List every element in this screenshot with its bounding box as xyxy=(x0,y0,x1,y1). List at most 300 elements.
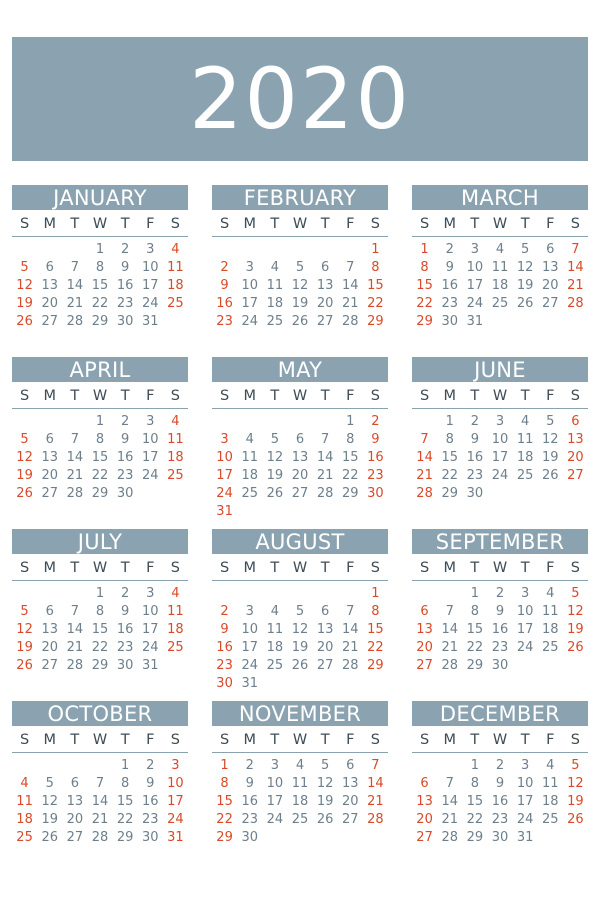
day-cell: 17 xyxy=(466,278,484,293)
day-cell: 20 xyxy=(316,640,334,655)
weekday-label: W xyxy=(492,388,508,404)
day-cell: 10 xyxy=(142,432,159,447)
day-cell: 28 xyxy=(66,314,84,329)
day-cell: 14 xyxy=(91,794,109,809)
day-cell: 7 xyxy=(70,604,79,619)
day-cell: 5 xyxy=(20,260,29,275)
day-cell: 12 xyxy=(516,260,534,275)
day-cell: 30 xyxy=(491,658,509,673)
empty-cell xyxy=(37,413,62,431)
day-grid xyxy=(412,585,588,675)
day-cell: 15 xyxy=(466,794,484,809)
day-cell: 19 xyxy=(567,794,584,809)
weekday-label: S xyxy=(570,216,581,232)
month-august xyxy=(212,529,388,691)
day-cell: 29 xyxy=(91,486,109,501)
day-cell: 16 xyxy=(367,450,384,465)
day-cell: 10 xyxy=(216,450,233,465)
day-grid xyxy=(412,413,588,503)
day-cell: 25 xyxy=(266,314,284,329)
day-cell: 16 xyxy=(142,794,159,809)
day-cell: 2 xyxy=(371,414,380,429)
day-cell: 6 xyxy=(45,604,54,619)
day-cell: 28 xyxy=(342,314,359,329)
day-grid xyxy=(212,757,388,847)
day-cell: 5 xyxy=(295,604,305,619)
weekday-label: W xyxy=(492,216,508,232)
day-cell: 4 xyxy=(245,432,254,447)
day-cell: 7 xyxy=(346,260,355,275)
empty-cell xyxy=(287,413,312,431)
day-cell: 28 xyxy=(367,812,384,827)
day-cell: 16 xyxy=(241,794,258,809)
weekday-label: T xyxy=(320,388,330,404)
day-cell: 17 xyxy=(516,794,534,809)
weekday-label: S xyxy=(19,560,30,576)
empty-cell xyxy=(338,241,363,259)
day-cell: 18 xyxy=(266,296,284,311)
day-cell: 22 xyxy=(116,812,134,827)
day-cell: 18 xyxy=(167,622,184,637)
day-cell: 8 xyxy=(371,260,380,275)
day-cell: 11 xyxy=(241,450,258,465)
day-cell: 9 xyxy=(470,432,479,447)
day-cell: 5 xyxy=(20,432,29,447)
empty-cell xyxy=(62,757,87,775)
day-cell: 21 xyxy=(316,468,334,483)
month-october xyxy=(12,701,188,849)
empty-cell xyxy=(62,413,87,431)
day-cell: 28 xyxy=(66,658,84,673)
day-cell: 12 xyxy=(16,450,33,465)
day-cell: 4 xyxy=(520,414,530,429)
day-cell: 20 xyxy=(66,812,84,827)
day-cell: 23 xyxy=(216,658,233,673)
day-cell: 17 xyxy=(266,794,284,809)
empty-cell xyxy=(12,757,37,775)
day-cell: 16 xyxy=(466,450,484,465)
day-cell: 24 xyxy=(266,812,284,827)
day-cell: 19 xyxy=(542,450,559,465)
day-cell: 27 xyxy=(316,658,334,673)
day-cell: 5 xyxy=(20,604,29,619)
day-cell: 20 xyxy=(416,640,433,655)
weekday-label: S xyxy=(570,560,581,576)
month-title: JULY xyxy=(12,529,188,554)
empty-cell xyxy=(262,413,287,431)
empty-cell xyxy=(37,757,62,775)
day-cell: 16 xyxy=(491,794,509,809)
day-cell: 11 xyxy=(542,604,559,619)
day-cell: 21 xyxy=(91,812,109,827)
weekday-label: T xyxy=(270,732,280,748)
day-cell: 8 xyxy=(445,432,454,447)
day-cell: 5 xyxy=(45,776,54,791)
day-cell: 15 xyxy=(367,622,384,637)
day-grid xyxy=(412,241,588,331)
empty-cell xyxy=(62,585,87,603)
day-cell: 27 xyxy=(342,812,359,827)
day-cell: 19 xyxy=(16,640,33,655)
weekday-label: F xyxy=(146,388,155,404)
day-cell: 26 xyxy=(316,812,334,827)
day-cell: 25 xyxy=(167,468,184,483)
day-cell: 21 xyxy=(66,640,84,655)
day-cell: 9 xyxy=(220,278,229,293)
day-cell: 25 xyxy=(542,812,559,827)
day-cell: 13 xyxy=(342,776,359,791)
day-cell: 19 xyxy=(316,794,334,809)
weekday-label: M xyxy=(243,732,256,748)
day-cell: 12 xyxy=(291,622,309,637)
day-cell: 14 xyxy=(416,450,433,465)
weekday-label: S xyxy=(370,388,381,404)
day-cell: 14 xyxy=(316,450,334,465)
day-cell: 21 xyxy=(66,296,84,311)
day-cell: 6 xyxy=(295,432,305,447)
day-cell: 30 xyxy=(491,830,509,845)
day-cell: 14 xyxy=(66,278,84,293)
empty-cell xyxy=(313,413,338,431)
day-cell: 15 xyxy=(91,278,109,293)
empty-cell xyxy=(437,585,462,603)
day-cell: 25 xyxy=(241,486,258,501)
day-cell: 10 xyxy=(516,776,534,791)
day-cell: 27 xyxy=(66,830,84,845)
day-cell: 20 xyxy=(41,468,58,483)
weekday-label: T xyxy=(270,388,280,404)
weekday-label: S xyxy=(570,732,581,748)
empty-cell xyxy=(12,413,37,431)
month-title: OCTOBER xyxy=(12,701,188,726)
day-cell: 14 xyxy=(66,622,84,637)
day-cell: 2 xyxy=(120,242,130,257)
day-cell: 19 xyxy=(41,812,58,827)
day-cell: 26 xyxy=(16,486,33,501)
weekday-label: M xyxy=(243,216,256,232)
empty-cell xyxy=(237,413,262,431)
month-february xyxy=(212,185,388,333)
weekday-label: S xyxy=(219,216,230,232)
day-cell: 21 xyxy=(66,468,84,483)
day-cell: 10 xyxy=(241,278,258,293)
weekday-label: F xyxy=(146,560,155,576)
day-cell: 6 xyxy=(420,604,429,619)
weekday-label: T xyxy=(120,388,130,404)
day-cell: 22 xyxy=(466,640,484,655)
day-cell: 27 xyxy=(416,658,433,673)
empty-cell xyxy=(262,585,287,603)
day-cell: 3 xyxy=(220,432,229,447)
day-cell: 23 xyxy=(241,812,258,827)
day-cell: 16 xyxy=(216,296,233,311)
day-cell: 29 xyxy=(91,314,109,329)
day-cell: 14 xyxy=(567,260,584,275)
weekday-label: F xyxy=(546,560,555,576)
day-cell: 24 xyxy=(142,296,159,311)
month-title: DECEMBER xyxy=(412,701,588,726)
day-cell: 18 xyxy=(266,640,284,655)
day-cell: 17 xyxy=(241,640,258,655)
month-july xyxy=(12,529,188,677)
day-cell: 5 xyxy=(571,586,580,601)
day-cell: 28 xyxy=(316,486,334,501)
day-cell: 20 xyxy=(416,812,433,827)
weekday-label: W xyxy=(92,216,108,232)
day-cell: 16 xyxy=(216,640,233,655)
month-title: JUNE xyxy=(412,357,588,382)
weekday-header xyxy=(212,728,388,753)
weekday-label: W xyxy=(492,732,508,748)
day-cell: 7 xyxy=(70,260,79,275)
weekday-label: S xyxy=(19,388,30,404)
day-cell: 18 xyxy=(167,450,184,465)
weekday-label: F xyxy=(546,216,555,232)
day-cell: 2 xyxy=(220,604,229,619)
day-cell: 6 xyxy=(320,604,330,619)
month-january xyxy=(12,185,188,333)
day-cell: 28 xyxy=(441,658,458,673)
day-cell: 9 xyxy=(371,432,380,447)
day-cell: 8 xyxy=(120,776,130,791)
empty-cell xyxy=(313,241,338,259)
weekday-label: T xyxy=(520,216,530,232)
weekday-label: F xyxy=(146,216,155,232)
weekday-header xyxy=(12,728,188,753)
day-cell: 12 xyxy=(41,794,58,809)
day-grid xyxy=(12,757,188,847)
weekday-label: M xyxy=(243,560,256,576)
day-cell: 15 xyxy=(216,794,233,809)
day-cell: 30 xyxy=(466,486,484,501)
day-cell: 27 xyxy=(416,830,433,845)
month-title: JANUARY xyxy=(12,185,188,210)
weekday-header xyxy=(212,384,388,409)
day-cell: 10 xyxy=(241,622,258,637)
day-cell: 23 xyxy=(441,296,458,311)
month-title: NOVEMBER xyxy=(212,701,388,726)
day-cell: 3 xyxy=(470,242,479,257)
day-cell: 21 xyxy=(441,812,458,827)
weekday-header xyxy=(412,728,588,753)
empty-cell xyxy=(313,585,338,603)
day-cell: 16 xyxy=(491,622,509,637)
day-cell: 8 xyxy=(95,604,105,619)
weekday-label: T xyxy=(470,560,480,576)
day-cell: 22 xyxy=(342,468,359,483)
day-cell: 12 xyxy=(567,776,584,791)
day-cell: 10 xyxy=(142,260,159,275)
day-cell: 13 xyxy=(41,450,58,465)
day-cell: 14 xyxy=(342,622,359,637)
day-cell: 4 xyxy=(270,604,279,619)
day-cell: 17 xyxy=(491,450,509,465)
weekday-label: S xyxy=(170,560,181,576)
empty-cell xyxy=(237,241,262,259)
day-cell: 30 xyxy=(116,486,134,501)
month-march xyxy=(412,185,588,333)
weekday-label: F xyxy=(546,732,555,748)
day-cell: 15 xyxy=(116,794,134,809)
day-cell: 18 xyxy=(291,794,309,809)
weekday-label: M xyxy=(443,216,456,232)
empty-cell xyxy=(62,241,87,259)
day-cell: 25 xyxy=(167,640,184,655)
day-cell: 31 xyxy=(516,830,534,845)
day-cell: 20 xyxy=(41,640,58,655)
day-cell: 25 xyxy=(167,296,184,311)
day-cell: 3 xyxy=(520,586,530,601)
day-cell: 13 xyxy=(41,278,58,293)
empty-cell xyxy=(287,241,312,259)
day-grid xyxy=(412,757,588,847)
day-cell: 5 xyxy=(320,758,330,773)
weekday-label: M xyxy=(43,732,56,748)
day-cell: 1 xyxy=(445,414,454,429)
weekday-label: F xyxy=(346,216,355,232)
day-cell: 9 xyxy=(120,432,130,447)
day-cell: 12 xyxy=(16,278,33,293)
weekday-label: T xyxy=(70,732,80,748)
day-cell: 22 xyxy=(216,812,233,827)
day-cell: 22 xyxy=(91,640,109,655)
day-cell: 18 xyxy=(16,812,33,827)
weekday-label: S xyxy=(170,216,181,232)
day-cell: 16 xyxy=(116,622,134,637)
day-cell: 30 xyxy=(241,830,258,845)
weekday-header xyxy=(12,384,188,409)
day-cell: 8 xyxy=(371,604,380,619)
day-cell: 25 xyxy=(266,658,284,673)
day-cell: 22 xyxy=(466,812,484,827)
weekday-label: T xyxy=(520,388,530,404)
day-cell: 24 xyxy=(167,812,184,827)
day-cell: 20 xyxy=(567,450,584,465)
day-cell: 7 xyxy=(346,604,355,619)
empty-cell xyxy=(412,413,437,431)
year-banner xyxy=(12,37,588,161)
day-cell: 25 xyxy=(516,468,534,483)
day-cell: 8 xyxy=(95,432,105,447)
month-title: FEBRUARY xyxy=(212,185,388,210)
day-cell: 13 xyxy=(316,278,334,293)
weekday-label: S xyxy=(219,560,230,576)
day-cell: 27 xyxy=(41,658,58,673)
day-cell: 8 xyxy=(346,432,355,447)
year-title: 2020 xyxy=(189,50,411,148)
day-cell: 9 xyxy=(146,776,155,791)
day-cell: 29 xyxy=(416,314,433,329)
day-cell: 2 xyxy=(495,586,505,601)
day-cell: 11 xyxy=(291,776,309,791)
day-cell: 31 xyxy=(466,314,484,329)
day-cell: 8 xyxy=(420,260,429,275)
weekday-label: M xyxy=(443,560,456,576)
day-cell: 10 xyxy=(491,432,509,447)
weekday-label: W xyxy=(292,388,308,404)
day-cell: 5 xyxy=(270,432,279,447)
day-cell: 9 xyxy=(495,604,505,619)
empty-cell xyxy=(412,757,437,775)
day-cell: 28 xyxy=(66,486,84,501)
day-cell: 14 xyxy=(441,622,458,637)
day-cell: 3 xyxy=(171,758,180,773)
weekday-header xyxy=(212,556,388,581)
day-cell: 13 xyxy=(416,622,433,637)
day-cell: 6 xyxy=(320,260,330,275)
weekday-label: F xyxy=(546,388,555,404)
day-cell: 7 xyxy=(445,776,454,791)
day-cell: 4 xyxy=(20,776,29,791)
day-cell: 15 xyxy=(441,450,458,465)
day-cell: 18 xyxy=(542,794,559,809)
day-grid xyxy=(12,585,188,675)
day-cell: 27 xyxy=(567,468,584,483)
weekday-label: T xyxy=(120,216,130,232)
day-cell: 6 xyxy=(45,432,54,447)
day-cell: 30 xyxy=(116,314,134,329)
day-cell: 17 xyxy=(167,794,184,809)
empty-cell xyxy=(12,241,37,259)
weekday-label: S xyxy=(419,732,430,748)
day-cell: 4 xyxy=(546,586,555,601)
day-cell: 18 xyxy=(542,622,559,637)
day-cell: 24 xyxy=(142,640,159,655)
day-cell: 13 xyxy=(567,432,584,447)
day-cell: 24 xyxy=(491,468,509,483)
day-cell: 20 xyxy=(542,278,559,293)
day-cell: 11 xyxy=(16,794,33,809)
day-cell: 19 xyxy=(567,622,584,637)
day-cell: 29 xyxy=(466,830,484,845)
weekday-label: T xyxy=(470,388,480,404)
weekday-label: W xyxy=(92,388,108,404)
empty-cell xyxy=(12,585,37,603)
day-cell: 2 xyxy=(120,414,130,429)
day-cell: 20 xyxy=(342,794,359,809)
weekday-label: M xyxy=(443,388,456,404)
day-grid xyxy=(212,413,388,521)
day-cell: 7 xyxy=(70,432,79,447)
day-cell: 24 xyxy=(516,640,534,655)
month-title: MAY xyxy=(212,357,388,382)
day-cell: 1 xyxy=(371,586,380,601)
day-cell: 14 xyxy=(441,794,458,809)
day-cell: 15 xyxy=(91,622,109,637)
day-cell: 10 xyxy=(142,604,159,619)
day-cell: 12 xyxy=(542,432,559,447)
day-cell: 1 xyxy=(470,586,479,601)
day-cell: 25 xyxy=(491,296,509,311)
day-cell: 22 xyxy=(441,468,458,483)
day-cell: 23 xyxy=(491,640,509,655)
day-cell: 12 xyxy=(16,622,33,637)
day-cell: 15 xyxy=(416,278,433,293)
day-grid xyxy=(12,241,188,331)
month-december xyxy=(412,701,588,849)
day-cell: 12 xyxy=(266,450,284,465)
day-cell: 29 xyxy=(91,658,109,673)
empty-cell xyxy=(437,757,462,775)
weekday-label: T xyxy=(520,732,530,748)
day-cell: 1 xyxy=(371,242,380,257)
day-cell: 4 xyxy=(546,758,555,773)
day-cell: 31 xyxy=(241,676,258,691)
day-cell: 26 xyxy=(291,314,309,329)
weekday-label: T xyxy=(470,732,480,748)
day-cell: 18 xyxy=(516,450,534,465)
day-cell: 12 xyxy=(316,776,334,791)
